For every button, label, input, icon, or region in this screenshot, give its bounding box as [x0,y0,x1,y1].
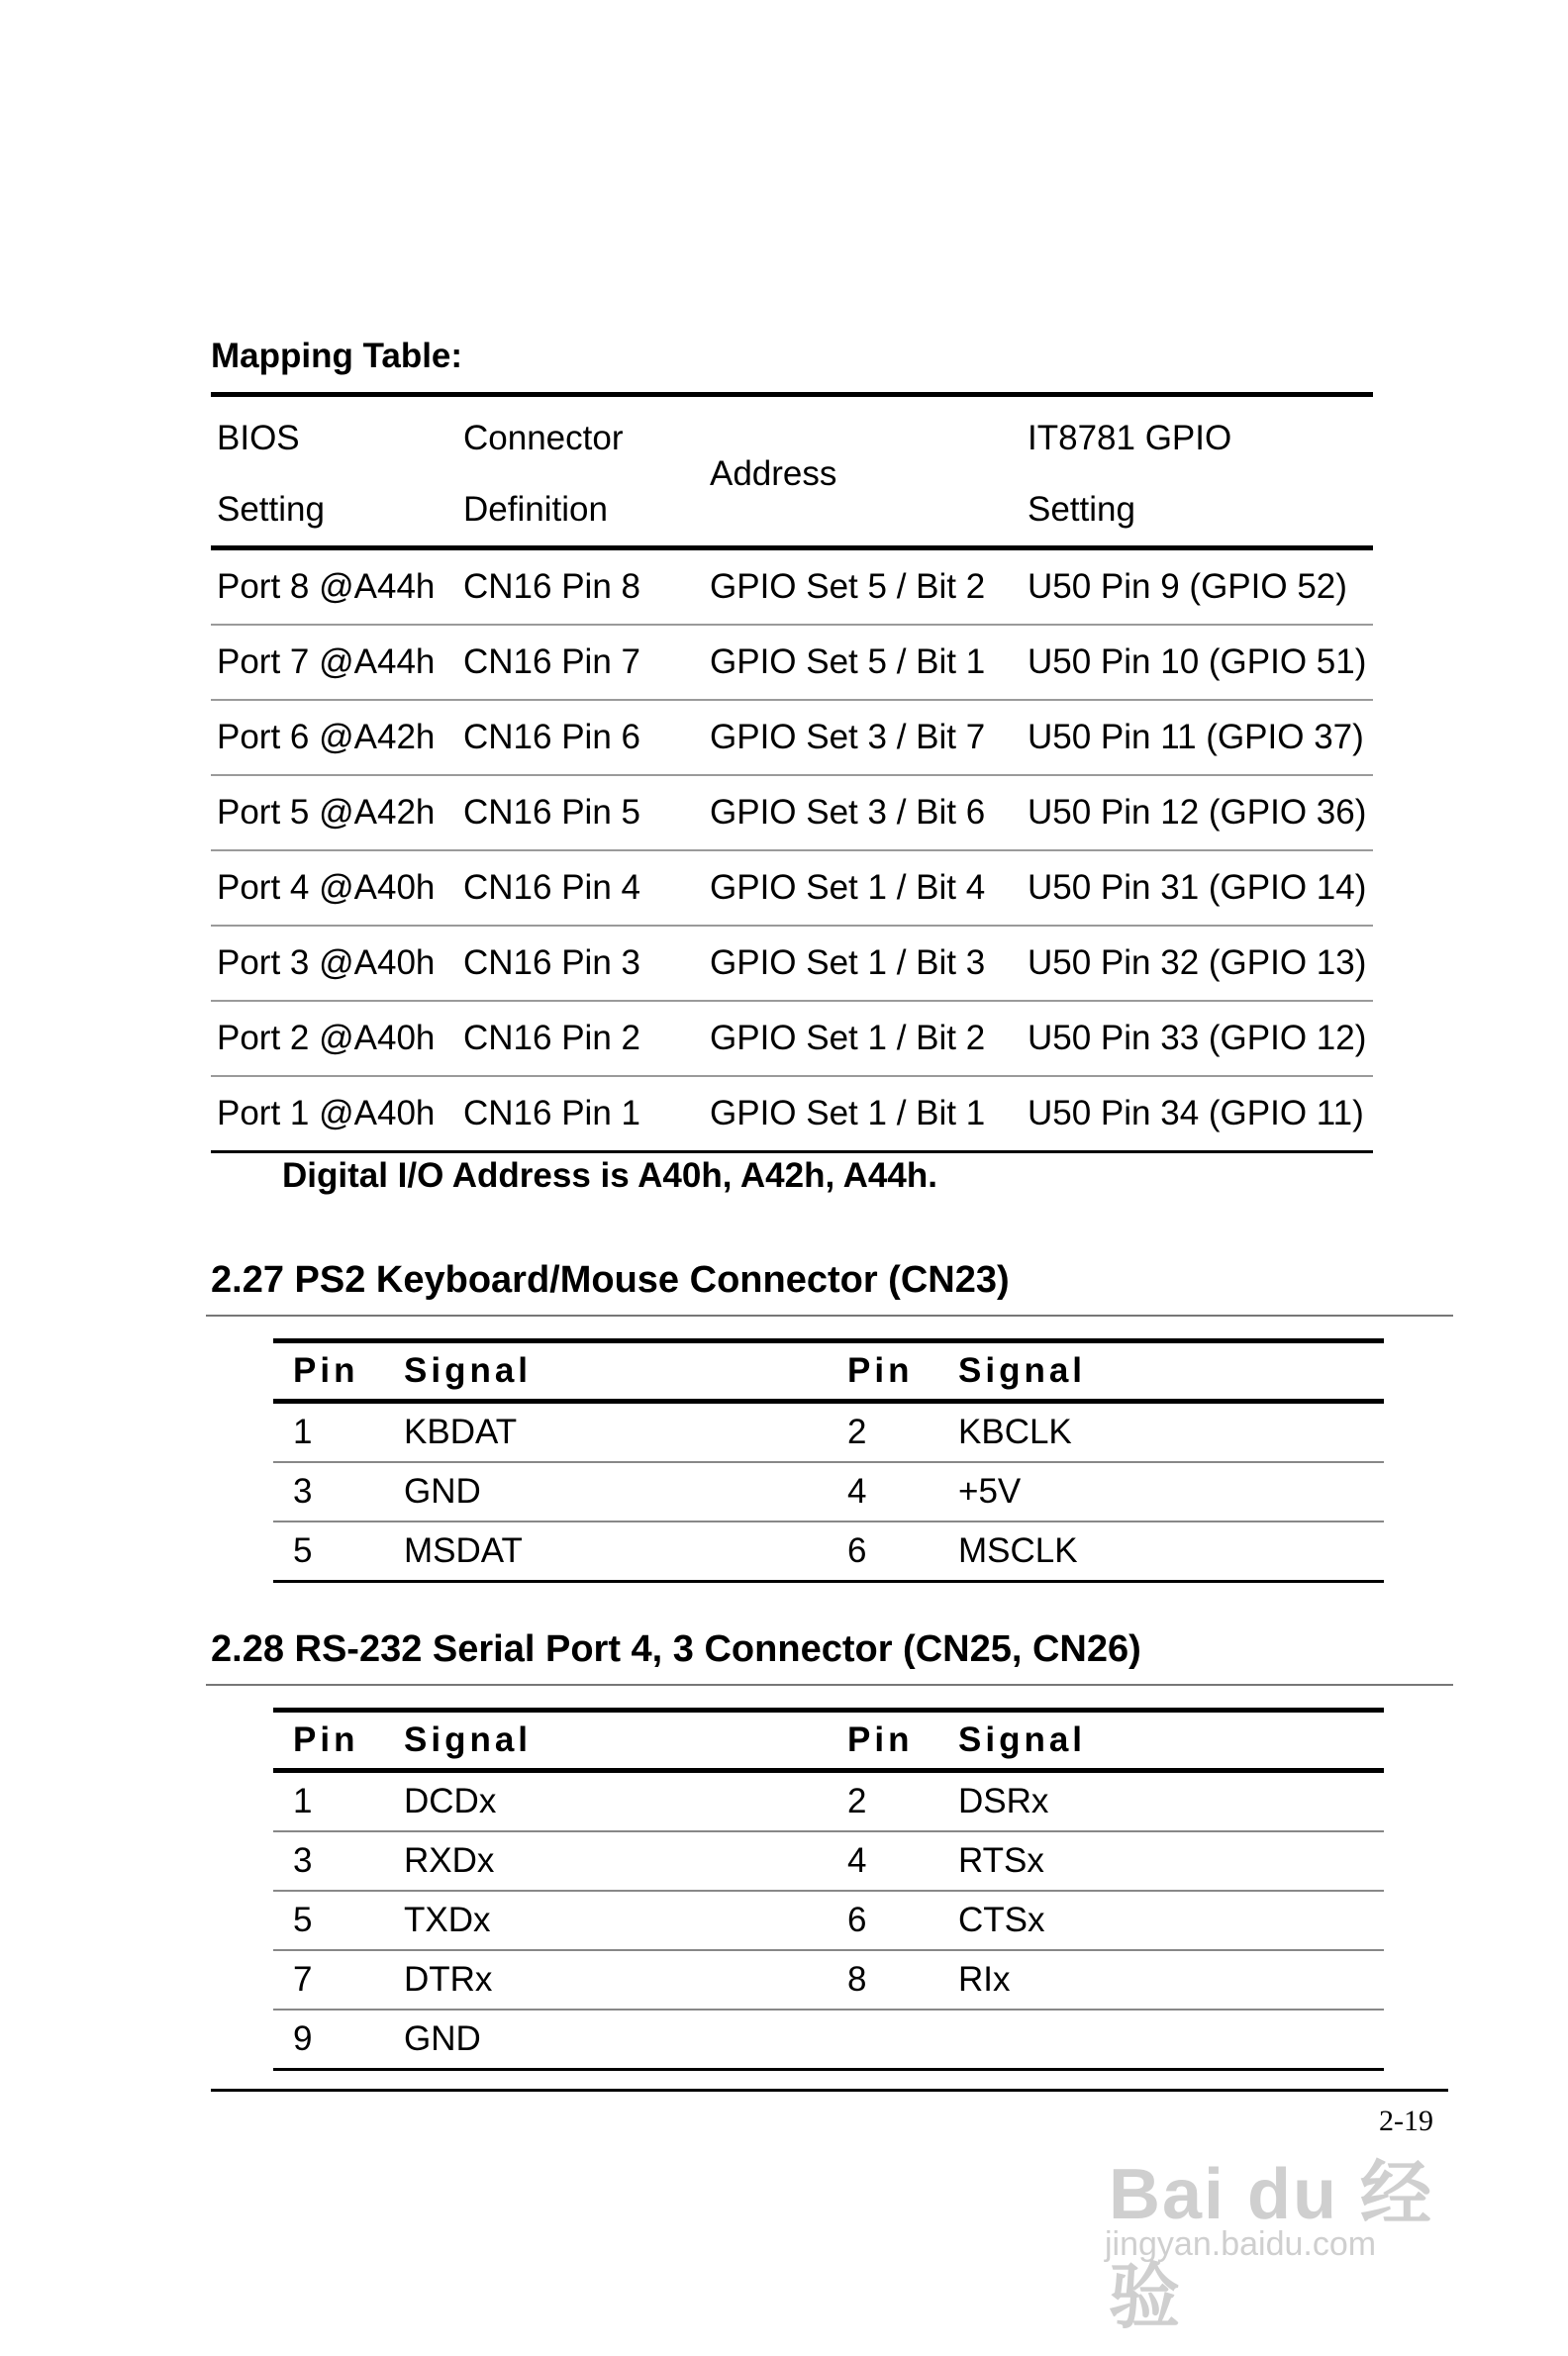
cell-pin: 3 [273,1462,384,1522]
cell-signal: GND [384,1462,828,1522]
cell-gpio: U50 Pin 34 (GPIO 11) [1022,1076,1373,1152]
cell-pin: 4 [828,1462,938,1522]
cell-pin: 6 [828,1522,938,1582]
cell-pin: 8 [828,1950,938,2010]
table-row [273,2010,1384,2070]
cell-signal: RIx [938,1950,1384,2010]
header-connector-line1: Connector [457,395,704,475]
cell-signal: RXDx [384,1831,828,1891]
table-row [273,1522,1384,1582]
cell-pin: 6 [828,1891,938,1950]
cell-connector: CN16 Pin 4 [457,850,704,926]
cell-address: GPIO Set 3 / Bit 7 [704,700,1022,775]
cell-address: GPIO Set 1 / Bit 2 [704,1001,1022,1076]
cell-bios: Port 1 @A40h [211,1076,457,1152]
page-number: 2-19 [1379,2105,1433,2137]
cell-pin: 2 [828,1402,938,1463]
header-gpio-line1: IT8781 GPIO [1022,395,1373,475]
cell-address: GPIO Set 1 / Bit 4 [704,850,1022,926]
cell-signal: DSRx [938,1771,1384,1832]
cell-gpio: U50 Pin 33 (GPIO 12) [1022,1001,1373,1076]
cell-pin [828,2010,938,2070]
table-row [211,1001,1373,1076]
cell-bios: Port 2 @A40h [211,1001,457,1076]
cell-connector: CN16 Pin 5 [457,775,704,850]
cell-signal: MSDAT [384,1522,828,1582]
table-row [211,775,1373,850]
cell-signal [938,2010,1384,2070]
section-divider [206,1315,1453,1317]
cell-pin: 5 [273,1522,384,1582]
cell-address: GPIO Set 3 / Bit 6 [704,775,1022,850]
table-row [273,1891,1384,1950]
cell-pin: 1 [273,1402,384,1463]
cell-signal: +5V [938,1462,1384,1522]
cell-bios: Port 8 @A44h [211,548,457,626]
mapping-table [211,392,1373,1153]
header-pin: Pin [273,1711,384,1771]
digital-io-note: Digital I/O Address is A40h, A42h, A44h. [282,1156,937,1195]
cell-signal: DCDx [384,1771,828,1832]
header-bios-line1: BIOS [211,395,457,475]
table-row [211,850,1373,926]
cell-pin: 5 [273,1891,384,1950]
header-gpio-line2: Setting [1022,474,1373,548]
cell-gpio: U50 Pin 12 (GPIO 36) [1022,775,1373,850]
mapping-table-title: Mapping Table: [211,337,463,375]
table-row [273,1771,1384,1832]
cell-pin: 9 [273,2010,384,2070]
table-row [273,1831,1384,1891]
cell-connector: CN16 Pin 2 [457,1001,704,1076]
header-pin: Pin [273,1341,384,1402]
cell-bios: Port 5 @A42h [211,775,457,850]
cell-pin: 1 [273,1771,384,1832]
cell-address: GPIO Set 1 / Bit 3 [704,926,1022,1001]
cell-signal: MSCLK [938,1522,1384,1582]
table-row [211,700,1373,775]
table-row [273,1462,1384,1522]
cell-pin: 7 [273,1950,384,2010]
table-row [273,1402,1384,1463]
watermark-text: Bai du 经验 [1109,2155,1434,2337]
section-heading-ps2: 2.27 PS2 Keyboard/Mouse Connector (CN23) [211,1259,1010,1301]
header-pin: Pin [828,1341,938,1402]
table-row [211,926,1373,1001]
serial-pin-table [273,1708,1384,2071]
cell-pin: 2 [828,1771,938,1832]
section-divider [206,1684,1453,1686]
table-row [211,548,1373,626]
cell-bios: Port 4 @A40h [211,850,457,926]
cell-bios: Port 3 @A40h [211,926,457,1001]
cell-bios: Port 6 @A42h [211,700,457,775]
cell-connector: CN16 Pin 1 [457,1076,704,1152]
cell-bios: Port 7 @A44h [211,625,457,700]
table-row [211,1076,1373,1152]
header-signal: Signal [938,1711,1384,1771]
cell-signal: DTRx [384,1950,828,2010]
cell-connector: CN16 Pin 6 [457,700,704,775]
table-row [211,625,1373,700]
header-signal: Signal [384,1711,828,1771]
cell-signal: CTSx [938,1891,1384,1950]
cell-address: GPIO Set 1 / Bit 1 [704,1076,1022,1152]
cell-gpio: U50 Pin 11 (GPIO 37) [1022,700,1373,775]
watermark-url: jingyan.baidu.com [1105,2225,1377,2263]
section-heading-serial: 2.28 RS-232 Serial Port 4, 3 Connector (CN25, CN26) [211,1628,1141,1670]
cell-address: GPIO Set 5 / Bit 1 [704,625,1022,700]
cell-address: GPIO Set 5 / Bit 2 [704,548,1022,626]
cell-pin: 3 [273,1831,384,1891]
header-pin: Pin [828,1711,938,1771]
cell-gpio: U50 Pin 32 (GPIO 13) [1022,926,1373,1001]
cell-pin: 4 [828,1831,938,1891]
cell-gpio: U50 Pin 10 (GPIO 51) [1022,625,1373,700]
cell-signal: RTSx [938,1831,1384,1891]
cell-connector: CN16 Pin 7 [457,625,704,700]
cell-signal: KBDAT [384,1402,828,1463]
cell-signal: KBCLK [938,1402,1384,1463]
header-connector-line2: Definition [457,474,704,548]
header-bios-line2: Setting [211,474,457,548]
ps2-pin-table [273,1338,1384,1583]
cell-connector: CN16 Pin 3 [457,926,704,1001]
cell-gpio: U50 Pin 31 (GPIO 14) [1022,850,1373,926]
header-signal: Signal [384,1341,828,1402]
cell-gpio: U50 Pin 9 (GPIO 52) [1022,548,1373,626]
footer-divider [211,2089,1448,2092]
table-row [273,1950,1384,2010]
header-signal: Signal [938,1341,1384,1402]
cell-signal: GND [384,2010,828,2070]
cell-signal: TXDx [384,1891,828,1950]
cell-connector: CN16 Pin 8 [457,548,704,626]
header-address: Address [704,395,1022,548]
